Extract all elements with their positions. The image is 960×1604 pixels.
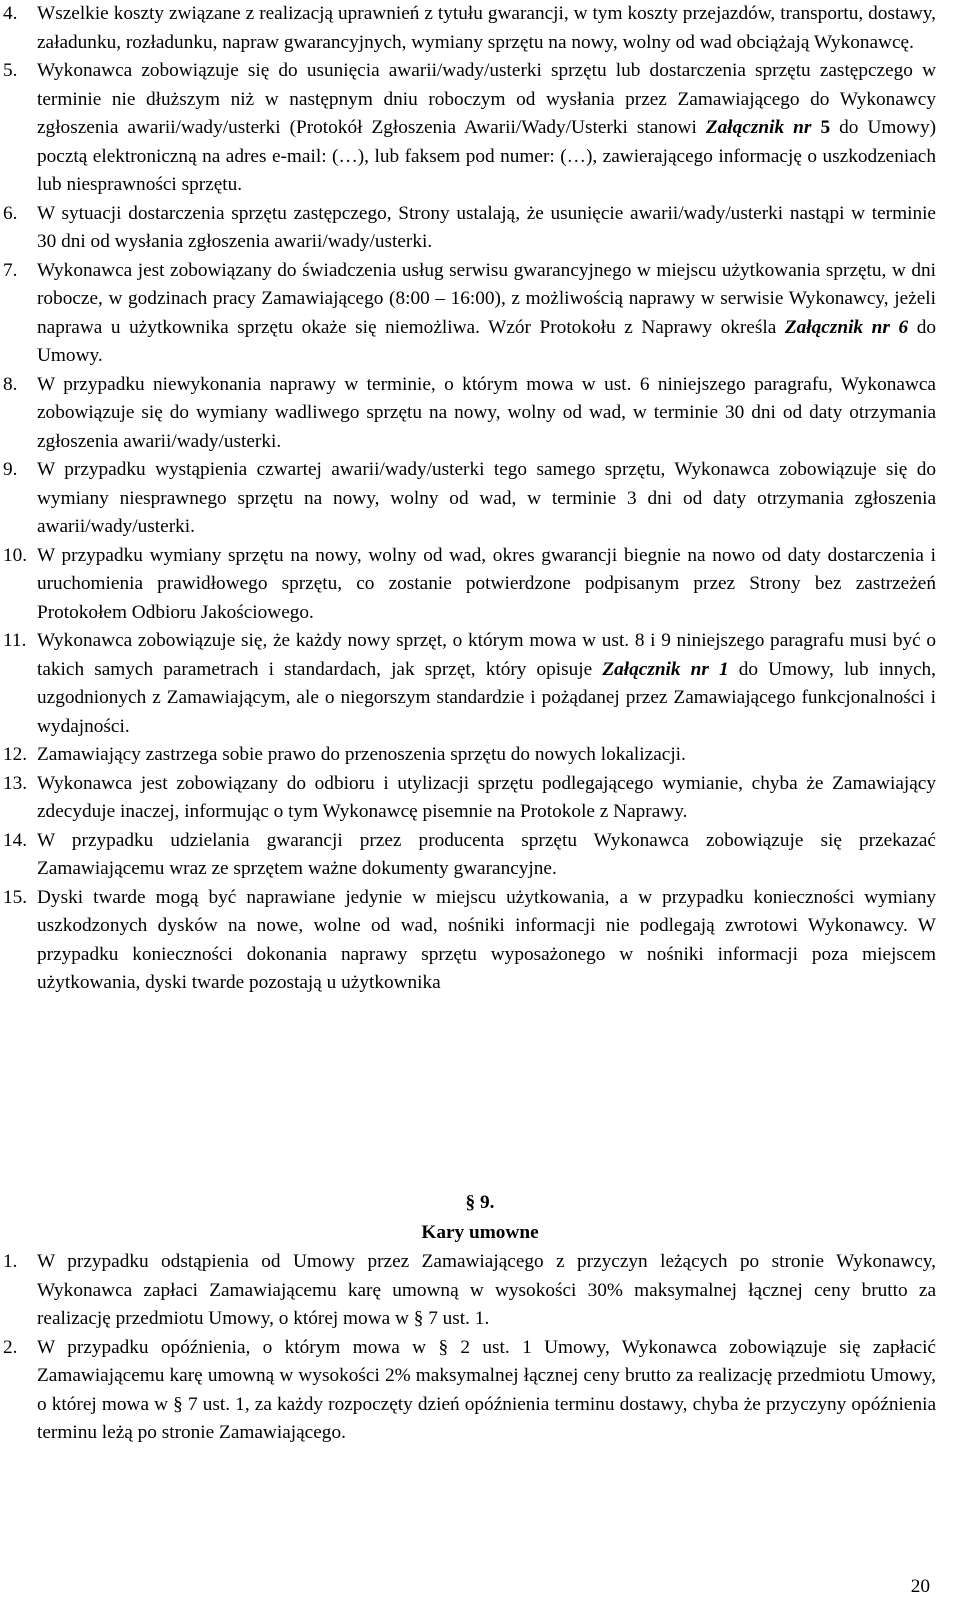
clause-item bbox=[0, 456, 960, 542]
clause-item bbox=[0, 371, 960, 457]
clause-text: do Umowy, lub innych, uzgodnionych z Zamawiającym, ale o niegorszym standardzie i pożądanej przez Zamawiającego funkcjonalności i wydajności. bbox=[37, 658, 936, 737]
clause-number: 13. bbox=[3, 772, 28, 794]
clause-number: 9. bbox=[3, 459, 18, 480]
section-title: Kary umowne bbox=[421, 1222, 539, 1243]
clause-text: Wykonawca jest zobowiązany do odbioru i utylizacji sprzętu podlegającego wymianie, chyba że Zamawiający zdecyduje inaczej, informując o tym Wykonawcę pisemnie na Protokole z Naprawy. bbox=[37, 772, 936, 822]
clause-item bbox=[0, 884, 960, 998]
clause-text-bold: 5 bbox=[820, 117, 831, 138]
clause-number: 6. bbox=[3, 202, 18, 224]
clause-text: Dyski twarde mogą być naprawiane jedynie w miejscu użytkowania, a w przypadku konieczności wymiany uszkodzonych dysków na nowe, wolne od wad, nośniki informacji nie podlegają zwrotowi Wykonawcy. W przypadku konieczności dokonania naprawy sprzętu wyposażonego w nośniki informacji poza miejscem użytkowania, dyski twarde pozostają u użytkownika bbox=[37, 886, 936, 993]
clause-text-emphasis: Załącznik nr 1 bbox=[602, 658, 729, 680]
clause-text: W przypadku opóźnienia, o którym mowa w § 2 ust. 1 Umowy, Wykonawca zobowiązuje się zapłacić Zamawiającemu karę umowną w wysokości 2% maksymalnej łącznej ceny brutto za realizację przedmiotu Umowy, o której mowa w § 7 ust. 1, za każdy rozpoczęty dzień opóźnienia terminu dostawy, chyba że przyczyny opóźnienia terminu leżą po stronie Zamawiającego. bbox=[37, 1336, 936, 1443]
clause-text: do Umowy) pocztą elektroniczną na adres e-mail: (…), lub faksem pod numer: (…), zawierającego informację o uszkodzeniach lub niesprawności sprzętu. bbox=[37, 117, 937, 195]
clause-item bbox=[0, 1334, 960, 1448]
clause-text: Wykonawca jest zobowiązany do świadczenia usług serwisu gwarancyjnego w miejscu użytkowania sprzętu, w dni robocze, w godzinach pracy Zamawiającego (8:00 – 16:00), z możliwością naprawy w serwisie Wykonawcy, jeżeli naprawa u użytkownika sprzętu okaże się niemożliwa. Wzór Protokołu z Naprawy określa bbox=[37, 259, 936, 338]
clause-text: Wykonawca zobowiązuje się, że każdy nowy sprzęt, o którym mowa w ust. 8 i 9 niniejszego paragrafu musi być o takich samych parametrach i standardach, jak sprzęt, który opisuje bbox=[37, 630, 936, 680]
clause-text: W przypadku udzielania gwarancji przez producenta sprzętu Wykonawca zobowiązuje się przekazać Zamawiającemu wraz ze sprzętem ważne dokumenty gwarancyjne. bbox=[37, 829, 936, 879]
clause-item bbox=[0, 257, 960, 371]
section-number: § 9. bbox=[465, 1192, 495, 1213]
clause-item bbox=[0, 542, 960, 628]
clause-text: do Umowy. bbox=[37, 316, 936, 366]
penalty-clause-list bbox=[0, 1248, 960, 1448]
clause-number: 14. bbox=[3, 829, 28, 851]
clause-number: 5. bbox=[3, 60, 18, 81]
clause-number: 1. bbox=[3, 1251, 18, 1272]
clause-item bbox=[0, 741, 960, 770]
clause-number: 7. bbox=[3, 259, 18, 281]
clause-number: 2. bbox=[3, 1336, 18, 1358]
clause-number: 15. bbox=[3, 886, 28, 908]
clause-item bbox=[0, 200, 960, 257]
clause-number: 12. bbox=[3, 744, 28, 765]
clause-text: Zamawiający zastrzega sobie prawo do przenoszenia sprzętu do nowych lokalizacji. bbox=[37, 744, 686, 765]
clause-text: W przypadku wystąpienia czwartej awarii/wady/usterki tego samego sprzętu, Wykonawca zobowiązuje się do wymiany niesprawnego sprzętu na nowy, wolny od wad, w terminie 3 dni od daty otrzymania zgłoszenia awarii/wady/usterki. bbox=[37, 459, 936, 537]
clause-text: Wszelkie koszty związane z realizacją uprawnień z tytułu gwarancji, w tym koszty przejazdów, transportu, dostawy, załadunku, rozładunku, napraw gwarancyjnych, wymiany sprzętu na nowy, wolny od wad obciążają Wykonawcę. bbox=[37, 3, 936, 53]
clause-number: 8. bbox=[3, 373, 18, 395]
clause-item bbox=[0, 0, 960, 57]
clause-text-emphasis: Załącznik nr 6 bbox=[784, 316, 909, 338]
clause-text: W przypadku odstąpienia od Umowy przez Zamawiającego z przyczyn leżących po stronie Wykonawcy, Wykonawca zapłaci Zamawiającemu karę umowną w wysokości 30% maksymalnej łącznej ceny brutto za realizację przedmiotu Umowy, o której mowa w § 7 ust. 1. bbox=[37, 1251, 936, 1329]
clause-item bbox=[0, 627, 960, 741]
clause-item bbox=[0, 827, 960, 884]
clause-item bbox=[0, 770, 960, 827]
clause-number: 10. bbox=[3, 544, 28, 566]
clause-number: 11. bbox=[3, 630, 27, 651]
clause-text: W przypadku wymiany sprzętu na nowy, wolny od wad, okres gwarancji biegnie na nowo od daty dostarczenia i uruchomienia prawidłowego sprzętu, co zostanie potwierdzone podpisanym przez Strony bez zastrzeżeń Protokołem Odbioru Jakościowego. bbox=[37, 544, 936, 623]
clause-item bbox=[0, 57, 960, 200]
clause-number: 4. bbox=[3, 3, 18, 24]
clause-text-emphasis: Załącznik nr bbox=[705, 117, 812, 138]
clause-text: W sytuacji dostarczenia sprzętu zastępczego, Strony ustalają, że usunięcie awarii/wady/usterki nastąpi w terminie 30 dni od wysłania zgłoszenia awarii/wady/usterki. bbox=[37, 202, 936, 252]
clause-text: Wykonawca zobowiązuje się do usunięcia awarii/wady/usterki sprzętu lub dostarczenia sprzętu zastępczego w terminie nie dłuższym niż w następnym dniu roboczym od wysłania przez Zamawiającego do Wykonawcy zgłoszenia awarii/wady/usterki (Protokół Zgłoszenia Awarii/Wady/Usterki stanowi bbox=[37, 60, 936, 138]
clause-item bbox=[0, 1248, 960, 1334]
page-number: 20 bbox=[910, 1576, 930, 1597]
clause-text: W przypadku niewykonania naprawy w terminie, o którym mowa w ust. 6 niniejszego paragrafu, Wykonawca zobowiązuje się do wymiany wadliwego sprzętu na nowy, wolny od wad, w terminie 30 dni od daty otrzymania zgłoszenia awarii/wady/usterki. bbox=[37, 373, 936, 452]
